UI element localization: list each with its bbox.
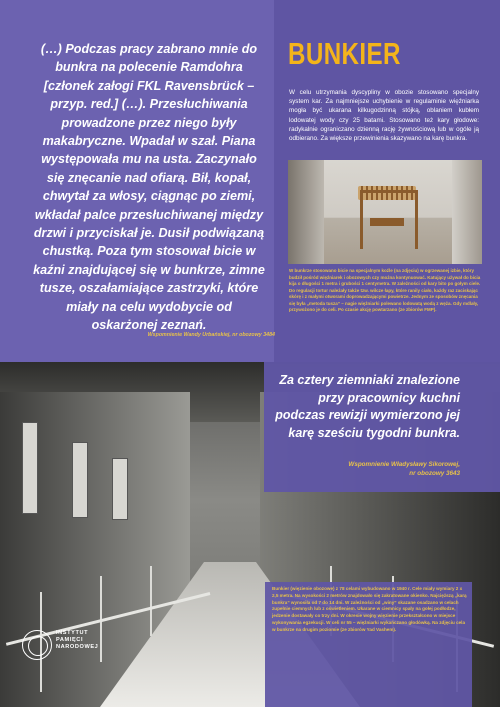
photo-wall-right bbox=[452, 160, 482, 264]
second-quote-source-line1: Wspomnienie Władysławy Sikorowej, bbox=[348, 461, 460, 468]
main-quote: (…) Podczas pracy zabrano mnie do bunkra na polecenie Ramdohra [członek załogi FKL Ravensbrück – przyp. red.] (…). Przesłuchiwania prowadzone przez niego były makabryczne. Wpadał w szał. Piana występowała mu na usta. Zaczynało się znęcanie nad ofiarą. Bił, kopał, chwytał za włosy, ciągnąc po ziemi, wkładał palce przesłuchiwanej między drzwi i przyciskał je. Dusił podwiązaną chustką. Poza tym stosował bicie w kaźni znajdującej się w bunkrze, zimne tusze, oszałamiające zastrzyki, które miały na celu wydobycie od oskarżonej zeznań. bbox=[33, 42, 265, 333]
flogging-trestle-photo bbox=[288, 160, 482, 264]
logo-line3: NARODOWEJ bbox=[56, 644, 99, 650]
photo-caption-corridor: Bunkier (więzienie obozowe) z 78 celami wybudowano w 1940 r. Cele miały wymiary 2 x 2,5 metra. Na wysokości 2 metrów znajdowało się zakratowane okienko. Najcięższą „karą bunkra” wynosiła od 7 do 14 dni. W zależności od „winy” skazane osadzano w celach zupełnie ciemnych lub z oświetleniem. Ukarane w ciemnicy spały na gołej podłodze, jedzenie dostawały co trzy dni. W okresie wojny więzienie przekształcono w miejsce wykonywania egzekucji. W celi nr 55 – więźniarki wykańczano głodówką. Na zdjęciu cela w bunkrze na drugim poziomie (ze zbiorów Yad Vashem). bbox=[272, 586, 467, 632]
trestle-stand bbox=[370, 218, 404, 226]
eagle-seal-icon bbox=[22, 630, 52, 660]
section-title: BUNKIER bbox=[288, 36, 401, 71]
logo-line2: PAMIĘCI bbox=[56, 637, 84, 643]
photo-caption-trestle: W bunkrze stosowano bicie na specjalnym koźle (na zdjęciu) w ogrzewanej izbie, który budził pośród więźniarek i obozowych czy można kontynuować. Katujący używał do bicia kija o długości 1 metra i grubości 1 centymetra. W zależności od kary bito po gołym ciele. Do regulacji tortur należały także tzw. wilcze łapy, które ranily ciało, każdy raz zaciskając skórę i z małymi otworami doprowadzającymi powietrze. Jednym ze sposobów znęcania się była „metoda tusza” – nagie więźniarki polewano lodowatą wodą z węża. Gdy mdlały, przywożono je do celi. Po czasie akcję powtarzano (ze zbiorów FMP). bbox=[289, 268, 481, 312]
logo-text bbox=[56, 630, 98, 651]
ipn-logo bbox=[22, 628, 112, 680]
logo-line1: INSTYTUT bbox=[56, 630, 89, 636]
cell-door bbox=[112, 458, 128, 520]
cell-door bbox=[22, 422, 38, 514]
railing-post bbox=[150, 566, 152, 636]
second-quote: Za cztery ziemniaki znalezione przy pracownicy kuchni podczas rewizji wymierzono jej karę sześciu tygodni bunkra. bbox=[275, 373, 460, 440]
cell-door bbox=[72, 442, 88, 518]
second-quote-source bbox=[300, 460, 460, 478]
photo-wall-shadow bbox=[288, 160, 324, 264]
section-intro: W celu utrzymania dyscypliny w obozie stosowano specjalny system kar. Za najmniejsze uchybienie w regulaminie więźniarka mogła być ukarana kilkugodzinną stójką, oblaniem kubłem lodowatej wody czy 25 batami. Stosowano też kary głodowe: radykalnie ograniczano dzienną rację żywnościową lub w ogóle ją odbierano. Za większe przewinienia skazywano na karę bunkra. bbox=[289, 89, 479, 143]
second-quote-source-line2: nr obozowy 3643 bbox=[409, 470, 460, 477]
main-quote-source: Wspomnienie Wandy Urbańskiej, nr obozowy 3484 bbox=[147, 332, 275, 338]
